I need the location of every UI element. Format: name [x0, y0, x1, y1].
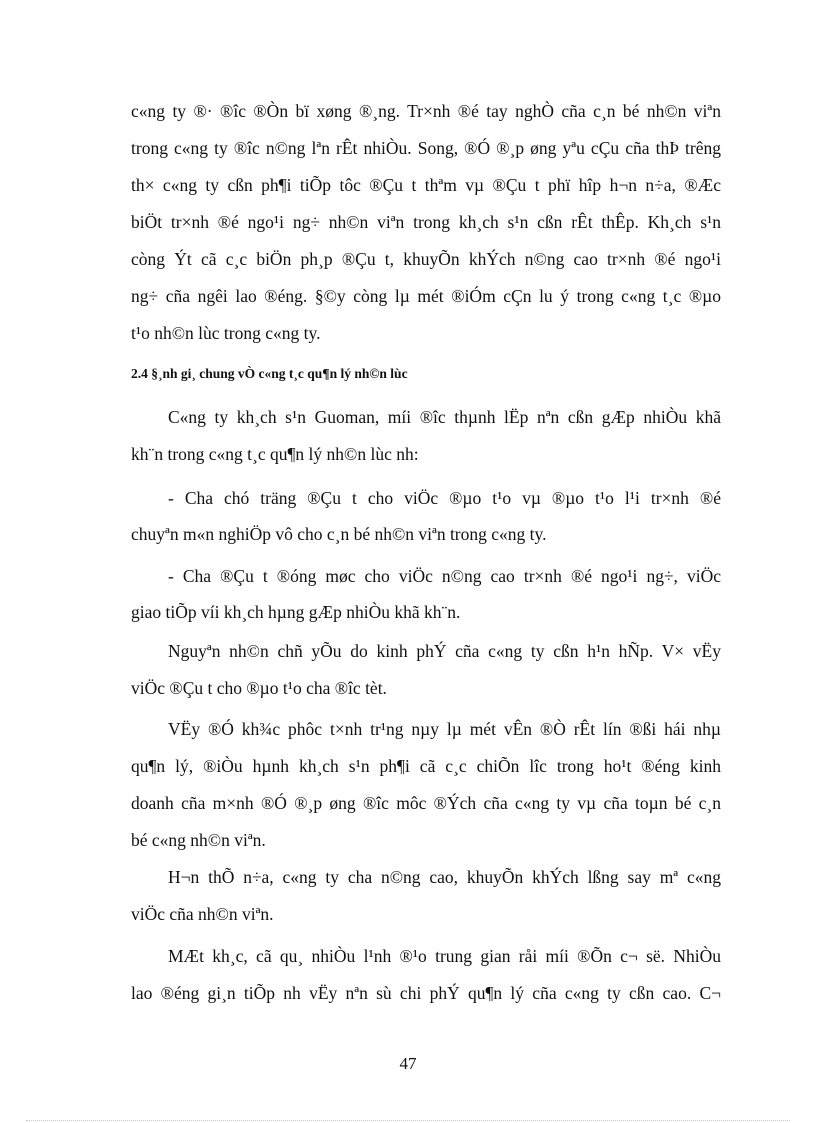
text-line: t¹o nh©n lùc trong c«ng ty.	[131, 323, 321, 343]
text-line: ng÷ cña ngêi lao ®éng. §©y còng lµ mét ®iÓm cÇn lu ý trong c«ng t¸c ®µo	[131, 286, 721, 306]
text-line: chuyªn m«n nghiÖp vô cho c¸n bé nh©n viªn trong c«ng ty.	[131, 524, 547, 544]
text-line: Nguyªn nh©n chñ yÕu do kinh phÝ cña c«ng ty cßn h¹n hÑp. V× vËy	[168, 641, 721, 661]
text-line: qu¶n lý, ®iÒu hµnh kh¸ch s¹n ph¶i cã c¸c chiÕn lîc trong ho¹t ®éng kinh	[131, 756, 721, 776]
bullet-line: - Cha ®Çu t ®óng møc cho viÖc n©ng cao tr×nh ®é ngo¹i ng÷, viÖc	[168, 566, 721, 586]
text-line: kh¨n trong c«ng t¸c qu¶n lý nh©n lùc nh:	[131, 444, 419, 464]
page-number: 47	[399, 1054, 417, 1073]
text-line: doanh cña m×nh ®Ó ®¸p øng ®îc môc ®Ých cña c«ng ty vµ cña toµn bé c¸n	[131, 793, 721, 813]
text-line: H¬n thÕ n÷a, c«ng ty cha n©ng cao, khuyÕn khÝch lßng say mª c«ng	[168, 867, 721, 887]
text-line: giao tiÕp víi kh¸ch hµng gÆp nhiÒu khã kh¨n.	[131, 602, 461, 622]
section-heading: 2.4 §¸nh gi¸ chung vÒ c«ng t¸c qu¶n lý nh©n lùc	[131, 366, 408, 381]
text-line: viÖc cña nh©n viªn.	[131, 904, 274, 924]
text-line: trong c«ng ty ®îc n©ng lªn rÊt nhiÒu. Song, ®Ó ®¸p øng yªu cÇu cña thÞ trêng	[131, 138, 721, 158]
text-line: VËy ®Ó kh¾c phôc t×nh tr¹ng nµy lµ mét vÊn ®Ò rÊt lín ®ßi hái nhµ	[168, 719, 721, 739]
text-line: viÖc ®Çu t cho ®µo t¹o cha ®îc tèt.	[131, 678, 387, 698]
text-line: biÖt tr×nh ®é ngo¹i ng÷ nh©n viªn trong kh¸ch s¹n cßn rÊt thÊp. Kh¸ch s¹n	[131, 212, 721, 232]
text-line: MÆt kh¸c, cã qu¸ nhiÒu l¹nh ®¹o trung gian råi míi ®Õn c¬ së. NhiÒu	[168, 946, 721, 966]
text-line: C«ng ty kh¸ch s¹n Guoman, míi ®îc thµnh lËp nªn cßn gÆp nhiÒu khã	[168, 407, 721, 427]
text-line: bé c«ng nh©n viªn.	[131, 830, 266, 850]
text-line: còng Ýt cã c¸c biÖn ph¸p ®Çu t, khuyÕn khÝch n©ng cao tr×nh ®é ngo¹i	[131, 249, 721, 269]
page-divider	[26, 1120, 790, 1121]
bullet-line: - Cha chó träng ®Çu t cho viÖc ®µo t¹o vµ ®µo t¹o l¹i tr×nh ®é	[168, 488, 721, 508]
text-line: lao ®éng gi¸n tiÕp nh vËy nªn sù chi phÝ qu¶n lý cña c«ng ty cßn cao. C¬	[131, 983, 721, 1003]
text-line: c«ng ty ®· ®îc ®Òn bï xøng ®¸ng. Tr×nh ®é tay nghÒ cña c¸n bé nh©n viªn	[131, 101, 721, 121]
text-line: th× c«ng ty cßn ph¶i tiÕp tôc ®Çu t thªm vµ ®Çu t phï hîp h¬n n÷a, ®Æc	[131, 175, 721, 195]
